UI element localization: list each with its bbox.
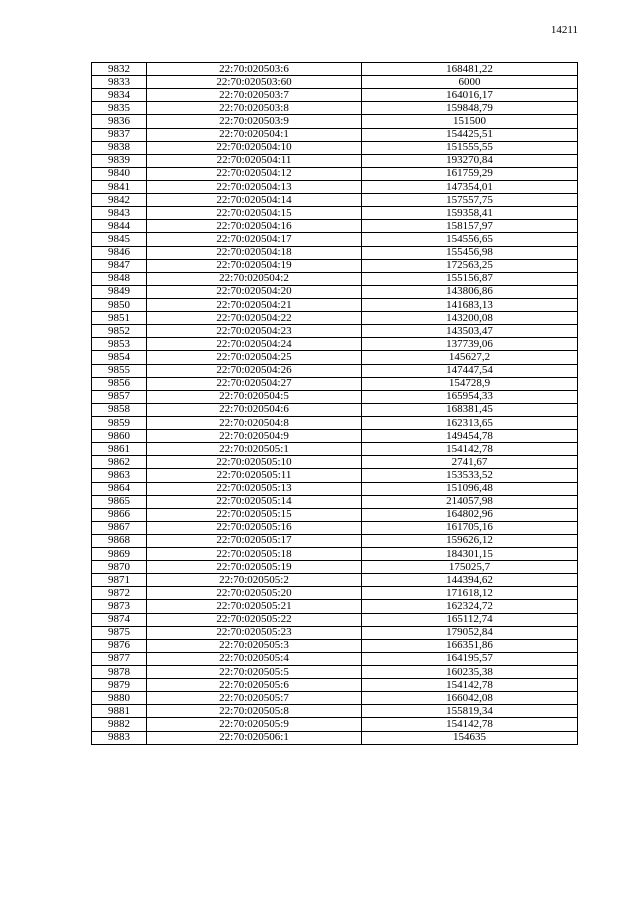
value-cell: 155156,87	[362, 272, 578, 285]
value-cell: 164016,17	[362, 89, 578, 102]
cadastral-number-cell: 22:70:020505:22	[147, 613, 362, 626]
cadastral-number-cell: 22:70:020504:8	[147, 416, 362, 429]
value-cell: 149454,78	[362, 430, 578, 443]
cadastral-number-cell: 22:70:020503:6	[147, 63, 362, 76]
table-row	[92, 613, 578, 626]
table-row	[92, 705, 578, 718]
row-number-cell: 9864	[92, 482, 147, 495]
row-number-cell: 9833	[92, 76, 147, 89]
value-cell: 154635	[362, 731, 578, 744]
row-number-cell: 9842	[92, 194, 147, 207]
cadastral-number-cell: 22:70:020504:27	[147, 377, 362, 390]
row-number-cell: 9839	[92, 154, 147, 167]
table-row	[92, 259, 578, 272]
row-number-cell: 9870	[92, 561, 147, 574]
row-number-cell: 9868	[92, 534, 147, 547]
value-cell: 164802,96	[362, 508, 578, 521]
table-row	[92, 89, 578, 102]
value-cell: 151500	[362, 115, 578, 128]
cadastral-number-cell: 22:70:020505:16	[147, 521, 362, 534]
cadastral-number-cell: 22:70:020504:17	[147, 233, 362, 246]
table-row	[92, 692, 578, 705]
value-cell: 162313,65	[362, 416, 578, 429]
value-cell: 179052,84	[362, 626, 578, 639]
cadastral-number-cell: 22:70:020504:6	[147, 403, 362, 416]
value-cell: 164195,57	[362, 652, 578, 665]
cadastral-number-cell: 22:70:020504:5	[147, 390, 362, 403]
row-number-cell: 9834	[92, 89, 147, 102]
value-cell: 143503,47	[362, 325, 578, 338]
row-number-cell: 9869	[92, 548, 147, 561]
table-row	[92, 626, 578, 639]
row-number-cell: 9875	[92, 626, 147, 639]
table-row	[92, 325, 578, 338]
table-row	[92, 666, 578, 679]
row-number-cell: 9883	[92, 731, 147, 744]
row-number-cell: 9850	[92, 298, 147, 311]
table-row	[92, 430, 578, 443]
cadastral-number-cell: 22:70:020504:11	[147, 154, 362, 167]
value-cell: 166042,08	[362, 692, 578, 705]
value-cell: 154142,78	[362, 718, 578, 731]
cadastral-number-cell: 22:70:020504:9	[147, 430, 362, 443]
cadastral-number-cell: 22:70:020504:18	[147, 246, 362, 259]
value-cell: 154728,9	[362, 377, 578, 390]
cadastral-number-cell: 22:70:020504:16	[147, 220, 362, 233]
cadastral-number-cell: 22:70:020505:19	[147, 561, 362, 574]
cadastral-number-cell: 22:70:020503:8	[147, 102, 362, 115]
cadastral-number-cell: 22:70:020504:12	[147, 167, 362, 180]
value-cell: 171618,12	[362, 587, 578, 600]
value-cell: 137739,06	[362, 338, 578, 351]
row-number-cell: 9877	[92, 652, 147, 665]
cadastral-number-cell: 22:70:020505:7	[147, 692, 362, 705]
value-cell: 154142,78	[362, 679, 578, 692]
table-row	[92, 194, 578, 207]
row-number-cell: 9851	[92, 312, 147, 325]
row-number-cell: 9881	[92, 705, 147, 718]
cadastral-number-cell: 22:70:020505:10	[147, 456, 362, 469]
table-row	[92, 272, 578, 285]
table-row	[92, 587, 578, 600]
value-cell: 147447,54	[362, 364, 578, 377]
row-number-cell: 9882	[92, 718, 147, 731]
cadastral-number-cell: 22:70:020505:9	[147, 718, 362, 731]
table-row	[92, 548, 578, 561]
cadastral-number-cell: 22:70:020506:1	[147, 731, 362, 744]
table-row	[92, 351, 578, 364]
row-number-cell: 9838	[92, 141, 147, 154]
table-row	[92, 718, 578, 731]
row-number-cell: 9860	[92, 430, 147, 443]
row-number-cell: 9848	[92, 272, 147, 285]
cadastral-number-cell: 22:70:020504:10	[147, 141, 362, 154]
value-cell: 168481,22	[362, 63, 578, 76]
cadastral-number-cell: 22:70:020504:22	[147, 312, 362, 325]
table-row	[92, 456, 578, 469]
row-number-cell: 9852	[92, 325, 147, 338]
cadastral-number-cell: 22:70:020504:21	[147, 298, 362, 311]
cadastral-number-cell: 22:70:020503:7	[147, 89, 362, 102]
row-number-cell: 9876	[92, 639, 147, 652]
table-row	[92, 246, 578, 259]
row-number-cell: 9872	[92, 587, 147, 600]
table-row	[92, 679, 578, 692]
cadastral-number-cell: 22:70:020505:1	[147, 443, 362, 456]
value-cell: 158157,97	[362, 220, 578, 233]
cadastral-number-cell: 22:70:020504:20	[147, 285, 362, 298]
cadastral-number-cell: 22:70:020505:4	[147, 652, 362, 665]
value-cell: 165112,74	[362, 613, 578, 626]
cadastral-number-cell: 22:70:020504:26	[147, 364, 362, 377]
row-number-cell: 9865	[92, 495, 147, 508]
cadastral-number-cell: 22:70:020505:2	[147, 574, 362, 587]
row-number-cell: 9854	[92, 351, 147, 364]
cadastral-number-cell: 22:70:020505:5	[147, 666, 362, 679]
value-cell: 161759,29	[362, 167, 578, 180]
value-cell: 168381,45	[362, 403, 578, 416]
row-number-cell: 9880	[92, 692, 147, 705]
row-number-cell: 9866	[92, 508, 147, 521]
table-row	[92, 443, 578, 456]
row-number-cell: 9847	[92, 259, 147, 272]
value-cell: 157557,75	[362, 194, 578, 207]
cadastral-number-cell: 22:70:020505:15	[147, 508, 362, 521]
page-number: 14211	[550, 24, 578, 36]
row-number-cell: 9862	[92, 456, 147, 469]
row-number-cell: 9837	[92, 128, 147, 141]
row-number-cell: 9843	[92, 207, 147, 220]
table-row	[92, 469, 578, 482]
row-number-cell: 9856	[92, 377, 147, 390]
cadastral-number-cell: 22:70:020504:25	[147, 351, 362, 364]
cadastral-number-cell: 22:70:020504:19	[147, 259, 362, 272]
value-cell: 175025,7	[362, 561, 578, 574]
value-cell: 172563,25	[362, 259, 578, 272]
table-row	[92, 495, 578, 508]
value-cell: 141683,13	[362, 298, 578, 311]
table-row	[92, 128, 578, 141]
cadastral-number-cell: 22:70:020504:2	[147, 272, 362, 285]
value-cell: 151096,48	[362, 482, 578, 495]
row-number-cell: 9849	[92, 285, 147, 298]
row-number-cell: 9853	[92, 338, 147, 351]
row-number-cell: 9840	[92, 167, 147, 180]
table-row	[92, 63, 578, 76]
cadastral-number-cell: 22:70:020505:21	[147, 600, 362, 613]
cadastral-number-cell: 22:70:020505:3	[147, 639, 362, 652]
row-number-cell: 9846	[92, 246, 147, 259]
value-cell: 145627,2	[362, 351, 578, 364]
cadastral-number-cell: 22:70:020503:60	[147, 76, 362, 89]
table-row	[92, 220, 578, 233]
row-number-cell: 9879	[92, 679, 147, 692]
table-row	[92, 508, 578, 521]
value-cell: 165954,33	[362, 390, 578, 403]
table-row	[92, 482, 578, 495]
table-row	[92, 154, 578, 167]
table-row	[92, 312, 578, 325]
row-number-cell: 9841	[92, 180, 147, 193]
row-number-cell: 9844	[92, 220, 147, 233]
value-cell: 160235,38	[362, 666, 578, 679]
row-number-cell: 9836	[92, 115, 147, 128]
row-number-cell: 9858	[92, 403, 147, 416]
cadastral-number-cell: 22:70:020504:15	[147, 207, 362, 220]
table-row	[92, 521, 578, 534]
table-body	[92, 63, 578, 745]
cadastral-number-cell: 22:70:020505:14	[147, 495, 362, 508]
row-number-cell: 9871	[92, 574, 147, 587]
table-row	[92, 600, 578, 613]
table-row	[92, 338, 578, 351]
table-row	[92, 141, 578, 154]
value-cell: 155456,98	[362, 246, 578, 259]
row-number-cell: 9855	[92, 364, 147, 377]
value-cell: 6000	[362, 76, 578, 89]
cadastral-number-cell: 22:70:020505:13	[147, 482, 362, 495]
row-number-cell: 9832	[92, 63, 147, 76]
table-row	[92, 285, 578, 298]
value-cell: 162324,72	[362, 600, 578, 613]
table-row	[92, 731, 578, 744]
value-cell: 214057,98	[362, 495, 578, 508]
table-row	[92, 534, 578, 547]
value-cell: 151555,55	[362, 141, 578, 154]
table-row	[92, 377, 578, 390]
cadastral-number-cell: 22:70:020504:1	[147, 128, 362, 141]
cadastral-number-cell: 22:70:020505:6	[147, 679, 362, 692]
table-row	[92, 76, 578, 89]
value-cell: 159358,41	[362, 207, 578, 220]
table-row	[92, 403, 578, 416]
value-cell: 143200,08	[362, 312, 578, 325]
cadastral-number-cell: 22:70:020505:20	[147, 587, 362, 600]
row-number-cell: 9859	[92, 416, 147, 429]
row-number-cell: 9857	[92, 390, 147, 403]
table-row	[92, 207, 578, 220]
value-cell: 144394,62	[362, 574, 578, 587]
value-cell: 193270,84	[362, 154, 578, 167]
cadastral-number-cell: 22:70:020504:24	[147, 338, 362, 351]
cadastral-number-cell: 22:70:020504:13	[147, 180, 362, 193]
row-number-cell: 9873	[92, 600, 147, 613]
table-row	[92, 180, 578, 193]
table-row	[92, 102, 578, 115]
value-cell: 166351,86	[362, 639, 578, 652]
cadastral-number-cell: 22:70:020503:9	[147, 115, 362, 128]
value-cell: 147354,01	[362, 180, 578, 193]
row-number-cell: 9874	[92, 613, 147, 626]
value-cell: 155819,34	[362, 705, 578, 718]
value-cell: 154425,51	[362, 128, 578, 141]
value-cell: 143806,86	[362, 285, 578, 298]
value-cell: 159626,12	[362, 534, 578, 547]
table-row	[92, 298, 578, 311]
table-row	[92, 561, 578, 574]
table-row	[92, 574, 578, 587]
row-number-cell: 9835	[92, 102, 147, 115]
value-cell: 153533,52	[362, 469, 578, 482]
table-row	[92, 115, 578, 128]
value-cell: 159848,79	[362, 102, 578, 115]
cadastral-number-cell: 22:70:020505:18	[147, 548, 362, 561]
cadastral-number-cell: 22:70:020505:17	[147, 534, 362, 547]
table-row	[92, 233, 578, 246]
value-cell: 184301,15	[362, 548, 578, 561]
row-number-cell: 9878	[92, 666, 147, 679]
value-cell: 154556,65	[362, 233, 578, 246]
row-number-cell: 9861	[92, 443, 147, 456]
table-row	[92, 167, 578, 180]
cadastral-number-cell: 22:70:020505:23	[147, 626, 362, 639]
value-cell: 2741,67	[362, 456, 578, 469]
table-row	[92, 390, 578, 403]
cadastral-number-cell: 22:70:020505:8	[147, 705, 362, 718]
cadastral-number-cell: 22:70:020504:14	[147, 194, 362, 207]
row-number-cell: 9845	[92, 233, 147, 246]
cadastral-number-cell: 22:70:020505:11	[147, 469, 362, 482]
row-number-cell: 9867	[92, 521, 147, 534]
table-row	[92, 639, 578, 652]
table-row	[92, 416, 578, 429]
value-cell: 161705,16	[362, 521, 578, 534]
row-number-cell: 9863	[92, 469, 147, 482]
table-row	[92, 364, 578, 377]
table-row	[92, 652, 578, 665]
cadastral-number-cell: 22:70:020504:23	[147, 325, 362, 338]
value-cell: 154142,78	[362, 443, 578, 456]
cadastral-table	[91, 62, 578, 745]
